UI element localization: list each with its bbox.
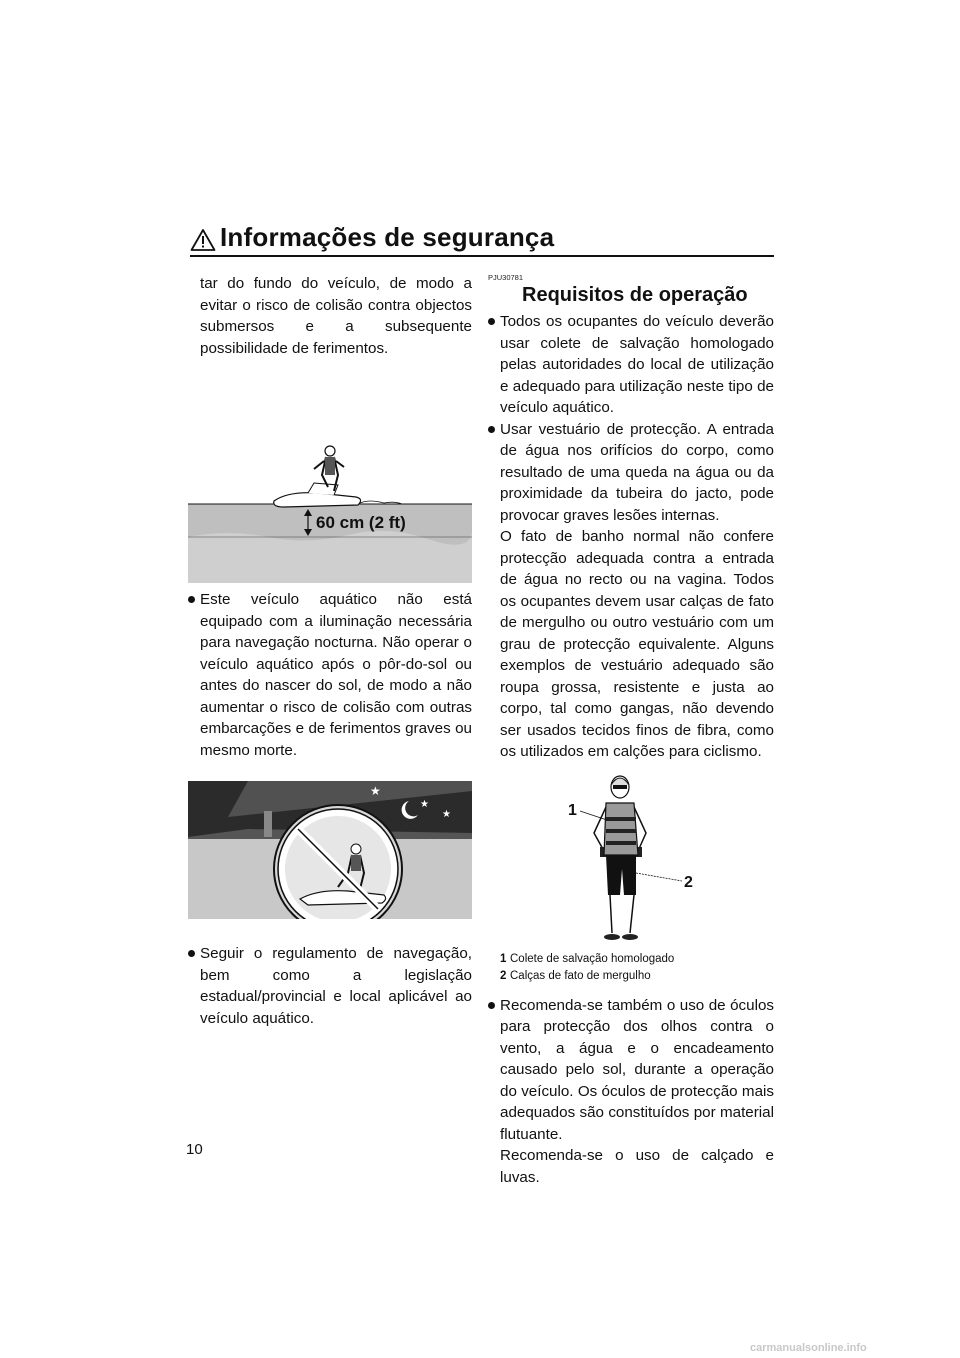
section-title: Requisitos de operação xyxy=(522,284,748,306)
left-column xyxy=(188,273,472,1029)
section-code: PJU30781 xyxy=(488,273,524,282)
callout-2: 2 xyxy=(684,873,693,891)
svg-text:★: ★ xyxy=(420,799,429,810)
right-column xyxy=(488,273,774,1188)
list-item xyxy=(488,419,774,527)
page-number: 10 xyxy=(186,1141,203,1158)
list-item xyxy=(188,943,472,1029)
bullet-text: Este veículo aquático não está equipado com a iluminação necessária para navegação nocturna. Não operar o veículo aquático após o pôr-do-sol ou antes do nascer do sol, de modo a não aumentar o risco de colisão com outras embarcações e de ferimentos graves ou mesmo morte. xyxy=(200,591,472,759)
bullet-icon xyxy=(488,426,495,433)
caption-1: 1 Colete de salvação homologado xyxy=(500,952,675,965)
bullet-text: Usar vestuário de protecção. A entrada de água nos orifícios do corpo, como resultado de uma queda na água ou da proximidade da tubeira do jacto, pode provocar graves lesões internas. xyxy=(500,420,774,524)
bullet-icon xyxy=(488,1002,495,1009)
continuation-paragraph: Recomenda-se o uso de calçado e luvas. xyxy=(500,1147,774,1186)
svg-text:★: ★ xyxy=(442,809,451,820)
list-item xyxy=(188,589,472,761)
page-header xyxy=(190,222,774,258)
svg-text:★: ★ xyxy=(370,784,381,798)
watermark: carmanualsonline.info xyxy=(750,1342,867,1354)
list-item xyxy=(488,995,774,1146)
bullet-icon xyxy=(188,950,195,957)
no-night-operation-illustration xyxy=(188,781,472,919)
bullet-icon xyxy=(188,596,195,603)
header-rule xyxy=(190,255,774,257)
bullet-icon xyxy=(488,318,495,325)
life-jacket-illustration xyxy=(488,773,774,949)
warning-triangle-icon xyxy=(190,228,216,252)
continuation-paragraph: O fato de banho normal não confere protecção adequada contra a entrada de água no recto ou na vagina. Todos os ocupantes devem usar calças de fato de mergulho ou outro vestuário com um grau de protecção equivalente. Alguns exemplos de vestuário adequado são roupa grossa, resistente e justa ao corpo, tal como gangas, não devendo ser usados tecidos finos de fibra, como os utilizados em calções para ciclismo. xyxy=(500,528,774,760)
callout-1: 1 xyxy=(568,801,577,819)
caption-2: 2 Calças de fato de mergulho xyxy=(500,969,651,982)
bullet-text: Todos os ocupantes do veículo deverão usar colete de salvação homologado pelas autoridades do local de utilização e adequado para utilização neste tipo de veículo aquático. xyxy=(500,313,774,416)
list-item xyxy=(488,311,774,419)
bullet-text: Seguir o regulamento de navegação, bem como a legislação estadual/provincial e local aplicável ao veículo aquático. xyxy=(200,945,472,1027)
depth-label: 60 cm (2 ft) xyxy=(316,513,406,532)
depth-illustration xyxy=(188,387,472,583)
bullet-text: Recomenda-se também o uso de óculos para protecção dos olhos contra o vento, a água e o encadeamento causado pelo sol, durante a operação do veículo. Os óculos de protecção mais adequados são constituídos por material flutuante. xyxy=(500,996,774,1143)
continuation-paragraph: tar do fundo do veículo, de modo a evitar o risco de colisão contra objectos submersos e a subsequente possibilidade de ferimentos. xyxy=(200,275,472,357)
page-title: Informações de segurança xyxy=(220,222,555,252)
